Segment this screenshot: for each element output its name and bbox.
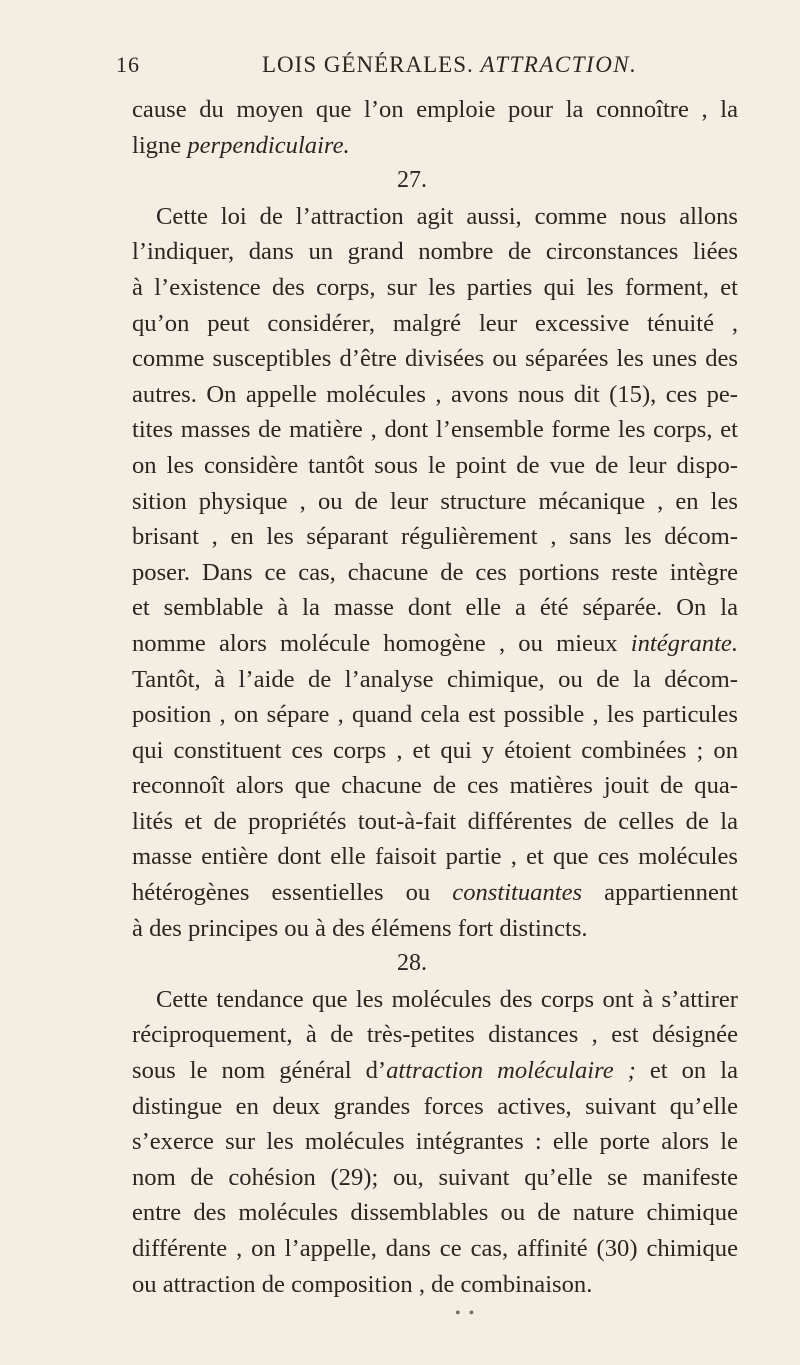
text-run: masse entière dont elle faisoit partie , et que ces molécules [132, 843, 738, 871]
text-run: et on la [635, 1057, 738, 1085]
text-run: poser. Dans ce cas, chacune de ces portions reste intègre [132, 558, 738, 586]
text-run: position , on sépare , quand cela est possible , les particules [132, 701, 738, 729]
text-run: distingue en deux grandes forces actives, suivant qu’elle [132, 1092, 738, 1120]
text-line [132, 306, 738, 342]
text-run: Cette tendance que les molécules des corps ont à s’attirer [156, 985, 738, 1013]
italic-term: constituantes [452, 879, 583, 907]
text-line [132, 234, 738, 270]
text-run: autres. On appelle molécules , avons nous dit (15), ces pe- [132, 380, 738, 408]
text-run: nom de cohésion (29); ou, suivant qu’elle se manifeste [132, 1163, 738, 1191]
text-line [132, 1160, 738, 1196]
text-line [132, 590, 738, 626]
text-run: qu’on peut considérer, malgré leur excessive ténuité , [132, 309, 738, 337]
text-line [132, 662, 738, 698]
text-run: cause du moyen que l’on emploie pour la connoître , la [132, 96, 738, 123]
text-line [132, 875, 738, 911]
text-line [132, 1124, 738, 1160]
text-line [132, 768, 738, 804]
text-line [132, 1053, 738, 1089]
text-run: différente , on l’appelle, dans ce cas, affinité (30) chimique [132, 1235, 738, 1262]
text-line [132, 982, 738, 1018]
text-run: Tantôt, à l’aide de l’analyse chimique, ou de la décom- [132, 665, 738, 693]
ink-speck: •​• [455, 1305, 483, 1322]
text-line [132, 804, 738, 840]
text-line [132, 448, 738, 484]
text-line [132, 128, 738, 164]
text-line [132, 484, 738, 520]
page-header-title [262, 52, 637, 78]
section-number: 27. [397, 167, 427, 194]
text-line [132, 1267, 738, 1303]
text-line [132, 697, 738, 733]
text-line [132, 911, 738, 947]
text-run: à l’existence des corps, sur les parties qui les forment, et [132, 273, 738, 301]
text-line [132, 555, 738, 591]
text-run: appartiennent [582, 879, 738, 907]
text-line [132, 1089, 738, 1125]
text-line [132, 1017, 738, 1053]
italic-term: attraction moléculaire ; [386, 1057, 636, 1085]
text-run: ligne [132, 131, 188, 159]
text-run: et semblable à la masse dont elle a été séparée. On la [132, 594, 738, 622]
text-line [132, 412, 738, 448]
text-run: réciproquement, à de très-petites distances , est désignée [132, 1021, 738, 1049]
text-line [132, 341, 738, 377]
text-line [132, 519, 738, 555]
text-run: on les considère tantôt sous le point de vue de leur dispo- [132, 451, 738, 479]
text-line [132, 626, 738, 662]
italic-term: perpendiculaire. [187, 131, 350, 159]
italic-term: intégrante. [630, 629, 738, 657]
text-run: sition physique , ou de leur structure mécanique , en les [132, 487, 738, 515]
text-line [132, 839, 738, 875]
text-run: ou attraction de composition , de combinaison. [132, 1270, 593, 1298]
header-title-main: LOIS GÉNÉRALES. [262, 52, 474, 77]
text-run: à des principes ou à des élémens fort distincts. [132, 914, 588, 942]
text-line [132, 1195, 738, 1231]
text-run: Cette loi de l’attraction agit aussi, comme nous allons [156, 202, 738, 230]
text-run: entre des molécules dissemblables ou de nature chimique [132, 1199, 738, 1227]
running-head [116, 52, 738, 92]
header-title-sub: ATTRACTION. [480, 52, 638, 77]
section-number: 28. [397, 950, 427, 977]
text-line [132, 92, 738, 128]
text-line [132, 1231, 738, 1267]
text-body [132, 92, 738, 1302]
text-run: tites masses de matière , dont l’ensemble forme les corps, et [132, 416, 738, 444]
text-run: sous le nom général d’ [132, 1057, 387, 1085]
page-number: 16 [116, 52, 140, 77]
text-line [132, 733, 738, 769]
text-run: reconnoît alors que chacune de ces matières jouit de qua- [132, 772, 738, 800]
text-run: qui constituent ces corps , et qui y étoient combinées ; on [132, 736, 738, 764]
text-run: brisant , en les séparant régulièrement , sans les décom- [132, 523, 738, 551]
text-run: lités et de propriétés tout-à-fait différentes de celles de la [132, 807, 738, 835]
text-run: comme susceptibles d’être divisées ou séparées les unes des [132, 345, 738, 373]
text-run: hétérogènes essentielles ou [132, 879, 453, 907]
text-line [132, 270, 738, 306]
text-run: nomme alors molécule homogène , ou mieux [132, 629, 631, 657]
text-line [132, 199, 738, 235]
text-line [132, 377, 738, 413]
text-run: s’exerce sur les molécules intégrantes : elle porte alors le [132, 1128, 738, 1156]
text-run: l’indiquer, dans un grand nombre de circonstances liées [132, 238, 738, 266]
